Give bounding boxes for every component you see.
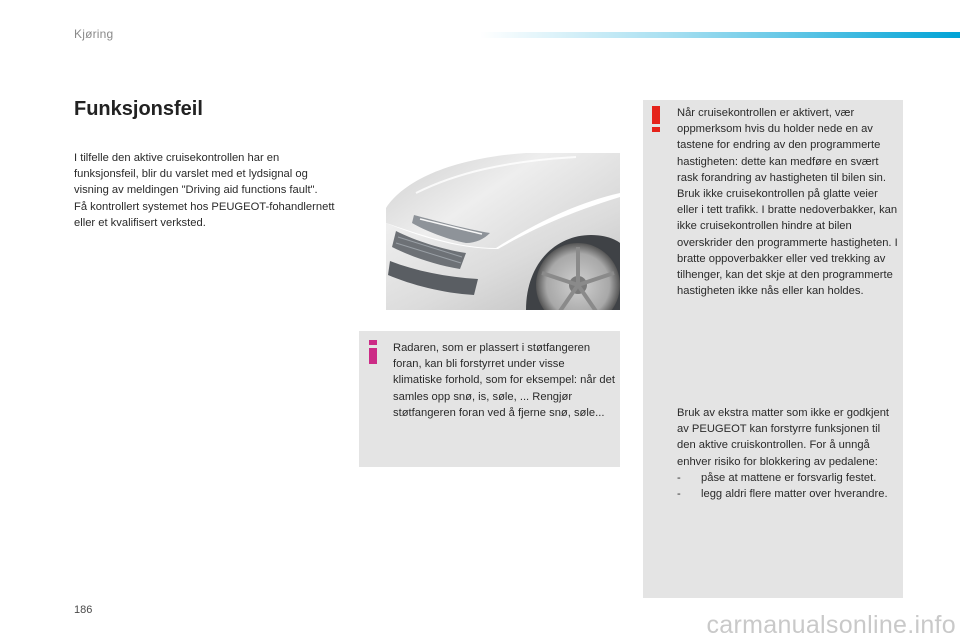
- list-item: [677, 470, 899, 486]
- exclamation-icon: [651, 106, 661, 132]
- floor-mats-warning: [677, 405, 899, 502]
- mats-list: [677, 470, 899, 502]
- list-item-text: påse at mattene er forsvarlig festet.: [701, 471, 877, 484]
- header-accent-bar: [480, 32, 960, 38]
- radar-note-text: Radaren, som er plassert i støtfangeren foran, kan bli forstyrret under visse klimatiske forhold, som for eksempel: når det samles opp snø, is, søle, ... Rengjør støtfangeren foran ved å fjerne snø, søle...: [393, 342, 615, 419]
- car-front-illustration: [386, 153, 620, 310]
- page-number: 186: [74, 604, 93, 616]
- malfunction-paragraph: I tilfelle den aktive cruisekontrollen har en funksjonsfeil, blir du varslet med et lydsignal og visning av meldingen "Driving aid functions fault".: [74, 152, 318, 197]
- malfunction-description: [74, 150, 339, 231]
- mats-intro: Bruk av ekstra matter som ikke er godkjent av PEUGEOT kan forstyrre funksjonen til den aktive cruiskontrollen. For å unngå enhver risiko for blokkering av pedalene:: [677, 407, 890, 468]
- page-title: Funksjonsfeil: [74, 98, 203, 120]
- list-dash: -: [677, 488, 681, 501]
- car-front-image: [386, 153, 620, 310]
- watermark: carmanualsonline.info: [706, 611, 956, 639]
- list-item: [677, 486, 899, 502]
- list-dash: -: [677, 471, 681, 484]
- list-item-text: legg aldri flere matter over hverandre.: [701, 488, 888, 501]
- service-paragraph: Få kontrollert systemet hos PEUGEOT-fohandlernett eller et kvalifisert verksted.: [74, 200, 335, 229]
- cruise-warning-text: Når cruisekontrollen er aktivert, vær oppmerksom hvis du holder nede en av tastene for endring av den programmerte hastigheten: dette kan medføre en svært rask forandring av hastigheten til bilen sin. Bruk ikke cruisekontrollen på glatte veier eller i tett trafikk. I bratte nedoverbakker, kan ikke cruisekontrollen hindre at bilen overskrider den programmerte hastigheten. I bratte oppoverbakker eller ved trekking av tilhenger, kan det skje at den programmerte hastigheten ikke nås eller kan holdes.: [677, 107, 898, 298]
- section-header: Kjøring: [74, 27, 114, 41]
- info-icon: [367, 340, 379, 364]
